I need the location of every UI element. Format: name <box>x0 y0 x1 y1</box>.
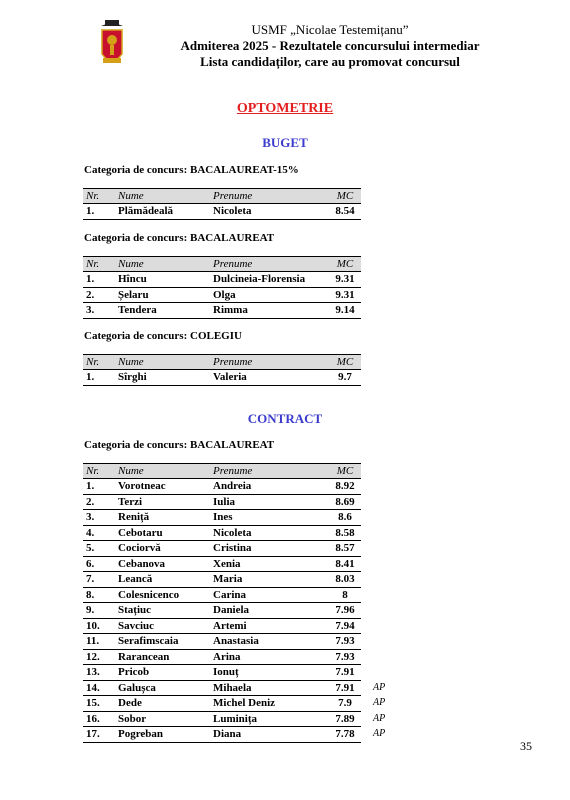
column-header-nr: Nr. <box>83 355 118 370</box>
table-row <box>83 727 361 743</box>
column-header-nr: Nr. <box>83 189 118 204</box>
column-header-nr: Nr. <box>83 464 118 479</box>
row-nr: 9. <box>83 603 118 619</box>
table-row <box>83 618 361 634</box>
table-row <box>83 587 361 603</box>
admission-title: Admiterea 2025 - Rezultatele concursului intermediar <box>180 38 480 53</box>
row-first: Arina <box>213 649 329 665</box>
program-title: OPTOMETRIE <box>236 101 334 116</box>
row-first: Ionuț <box>213 665 329 681</box>
table-row <box>83 510 361 526</box>
column-header-first: Prenume <box>213 355 329 370</box>
row-name: Hîncu <box>118 272 213 288</box>
row-mc: 7.93 <box>329 634 361 650</box>
results-table <box>83 188 361 220</box>
category-label: Categoria de concurs: BACALAUREAT <box>84 232 275 244</box>
row-mc: 8.41 <box>329 556 361 572</box>
row-name: Terzi <box>118 494 213 510</box>
table-row <box>83 303 361 319</box>
row-first: Nicoleta <box>213 204 329 220</box>
row-mc: 8.54 <box>329 204 361 220</box>
table-row <box>83 665 361 681</box>
row-first: Carina <box>213 587 329 603</box>
row-first: Michel Deniz <box>213 696 329 712</box>
row-first: Iulia <box>213 494 329 510</box>
row-mc: 7.91 <box>329 680 361 696</box>
row-nr: 13. <box>83 665 118 681</box>
row-first: Dulcineia-Florensia <box>213 272 329 288</box>
table-row <box>83 494 361 510</box>
row-first: Artemi <box>213 618 329 634</box>
column-header-mc: MC <box>329 189 361 204</box>
row-nr: 10. <box>83 618 118 634</box>
results-table <box>83 256 361 319</box>
row-name: Tendera <box>118 303 213 319</box>
row-first: Mihaela <box>213 680 329 696</box>
row-name: Stațiuc <box>118 603 213 619</box>
row-nr: 1. <box>83 272 118 288</box>
row-note: AP <box>373 728 386 739</box>
page-number: 35 <box>520 739 532 753</box>
row-first: Andreia <box>213 479 329 495</box>
row-name: Sobor <box>118 711 213 727</box>
table-row <box>83 634 361 650</box>
table-row <box>83 272 361 288</box>
results-table <box>83 463 361 743</box>
row-mc: 8.57 <box>329 541 361 557</box>
table-row <box>83 370 361 386</box>
row-name: Serafimscaia <box>118 634 213 650</box>
table-row <box>83 541 361 557</box>
column-header-first: Prenume <box>213 464 329 479</box>
row-nr: 15. <box>83 696 118 712</box>
row-first: Maria <box>213 572 329 588</box>
row-nr: 3. <box>83 510 118 526</box>
row-nr: 16. <box>83 711 118 727</box>
row-first: Diana <box>213 727 329 743</box>
row-nr: 1. <box>83 479 118 495</box>
row-mc: 9.31 <box>329 272 361 288</box>
column-header-mc: MC <box>329 464 361 479</box>
table-row <box>83 680 361 696</box>
column-header-nr: Nr. <box>83 257 118 272</box>
row-mc: 8.58 <box>329 525 361 541</box>
table-row <box>83 525 361 541</box>
row-mc: 8.69 <box>329 494 361 510</box>
table-row <box>83 603 361 619</box>
row-nr: 6. <box>83 556 118 572</box>
row-first: Luminița <box>213 711 329 727</box>
row-nr: 17. <box>83 727 118 743</box>
row-name: Șelaru <box>118 287 213 303</box>
category-label: Categoria de concurs: COLEGIU <box>84 330 242 342</box>
row-nr: 1. <box>83 370 118 386</box>
table-header-row <box>83 189 361 204</box>
row-note: AP <box>373 712 386 724</box>
row-name: Cebanova <box>118 556 213 572</box>
table-row <box>83 711 361 727</box>
funding-buget-title: BUGET <box>262 135 308 150</box>
row-name: Pogreban <box>118 727 213 743</box>
results-table <box>83 354 361 386</box>
row-nr: 2. <box>83 494 118 510</box>
row-mc: 7.94 <box>329 618 361 634</box>
category-label: Categoria de concurs: BACALAUREAT <box>84 439 275 451</box>
row-nr: 4. <box>83 525 118 541</box>
university-crest-icon <box>99 20 125 70</box>
row-mc: 8.6 <box>329 510 361 526</box>
row-name: Cociorvă <box>118 541 213 557</box>
row-mc: 8 <box>329 587 361 603</box>
row-nr: 8. <box>83 587 118 603</box>
column-header-mc: MC <box>329 257 361 272</box>
row-name: Sîrghi <box>118 370 213 386</box>
column-header-name: Nume <box>118 464 213 479</box>
row-first: Valeria <box>213 370 329 386</box>
row-name: Savciuc <box>118 618 213 634</box>
row-first: Xenia <box>213 556 329 572</box>
row-mc: 7.9 <box>329 696 361 712</box>
row-mc: 7.93 <box>329 649 361 665</box>
row-first: Olga <box>213 287 329 303</box>
row-first: Nicoleta <box>213 525 329 541</box>
table-header-row <box>83 355 361 370</box>
table-row <box>83 204 361 220</box>
row-name: Vorotneac <box>118 479 213 495</box>
row-note: AP <box>373 697 386 708</box>
row-nr: 5. <box>83 541 118 557</box>
table-row <box>83 696 361 712</box>
row-first: Anastasia <box>213 634 329 650</box>
row-mc: 7.91 <box>329 665 361 681</box>
row-first: Ines <box>213 510 329 526</box>
row-first: Rimma <box>213 303 329 319</box>
row-name: Galușca <box>118 680 213 696</box>
category-label: Categoria de concurs: BACALAUREAT-15% <box>84 164 299 176</box>
row-name: Reniță <box>118 510 213 526</box>
row-mc: 9.31 <box>329 287 361 303</box>
row-mc: 8.92 <box>329 479 361 495</box>
table-row <box>83 479 361 495</box>
table-row <box>83 287 361 303</box>
column-header-name: Nume <box>118 355 213 370</box>
row-first: Cristina <box>213 541 329 557</box>
row-mc: 7.89 <box>329 711 361 727</box>
row-mc: 7.96 <box>329 603 361 619</box>
row-nr: 11. <box>83 634 118 650</box>
row-first: Daniela <box>213 603 329 619</box>
table-row <box>83 572 361 588</box>
row-nr: 12. <box>83 649 118 665</box>
row-nr: 3. <box>83 303 118 319</box>
row-name: Plămădeală <box>118 204 213 220</box>
column-header-mc: MC <box>329 355 361 370</box>
institution-title: USMF „Nicolae Testemițanu” <box>251 22 409 37</box>
row-name: Leancă <box>118 572 213 588</box>
column-header-first: Prenume <box>213 189 329 204</box>
row-mc: 9.14 <box>329 303 361 319</box>
table-row <box>83 556 361 572</box>
row-mc: 9.7 <box>329 370 361 386</box>
column-header-name: Nume <box>118 189 213 204</box>
column-header-first: Prenume <box>213 257 329 272</box>
list-title: Lista candidaților, care au promovat concursul <box>200 54 460 69</box>
row-mc: 7.78 <box>329 727 361 743</box>
row-name: Cebotaru <box>118 525 213 541</box>
row-name: Dede <box>118 696 213 712</box>
funding-contract-title: CONTRACT <box>247 411 323 426</box>
row-note: AP <box>373 681 386 693</box>
row-nr: 14. <box>83 680 118 696</box>
row-name: Colesnicenco <box>118 587 213 603</box>
row-name: Pricob <box>118 665 213 681</box>
table-header-row <box>83 257 361 272</box>
row-name: Rarancean <box>118 649 213 665</box>
row-mc: 8.03 <box>329 572 361 588</box>
row-nr: 1. <box>83 204 118 220</box>
table-header-row <box>83 464 361 479</box>
table-row <box>83 649 361 665</box>
column-header-name: Nume <box>118 257 213 272</box>
row-nr: 7. <box>83 572 118 588</box>
row-nr: 2. <box>83 287 118 303</box>
